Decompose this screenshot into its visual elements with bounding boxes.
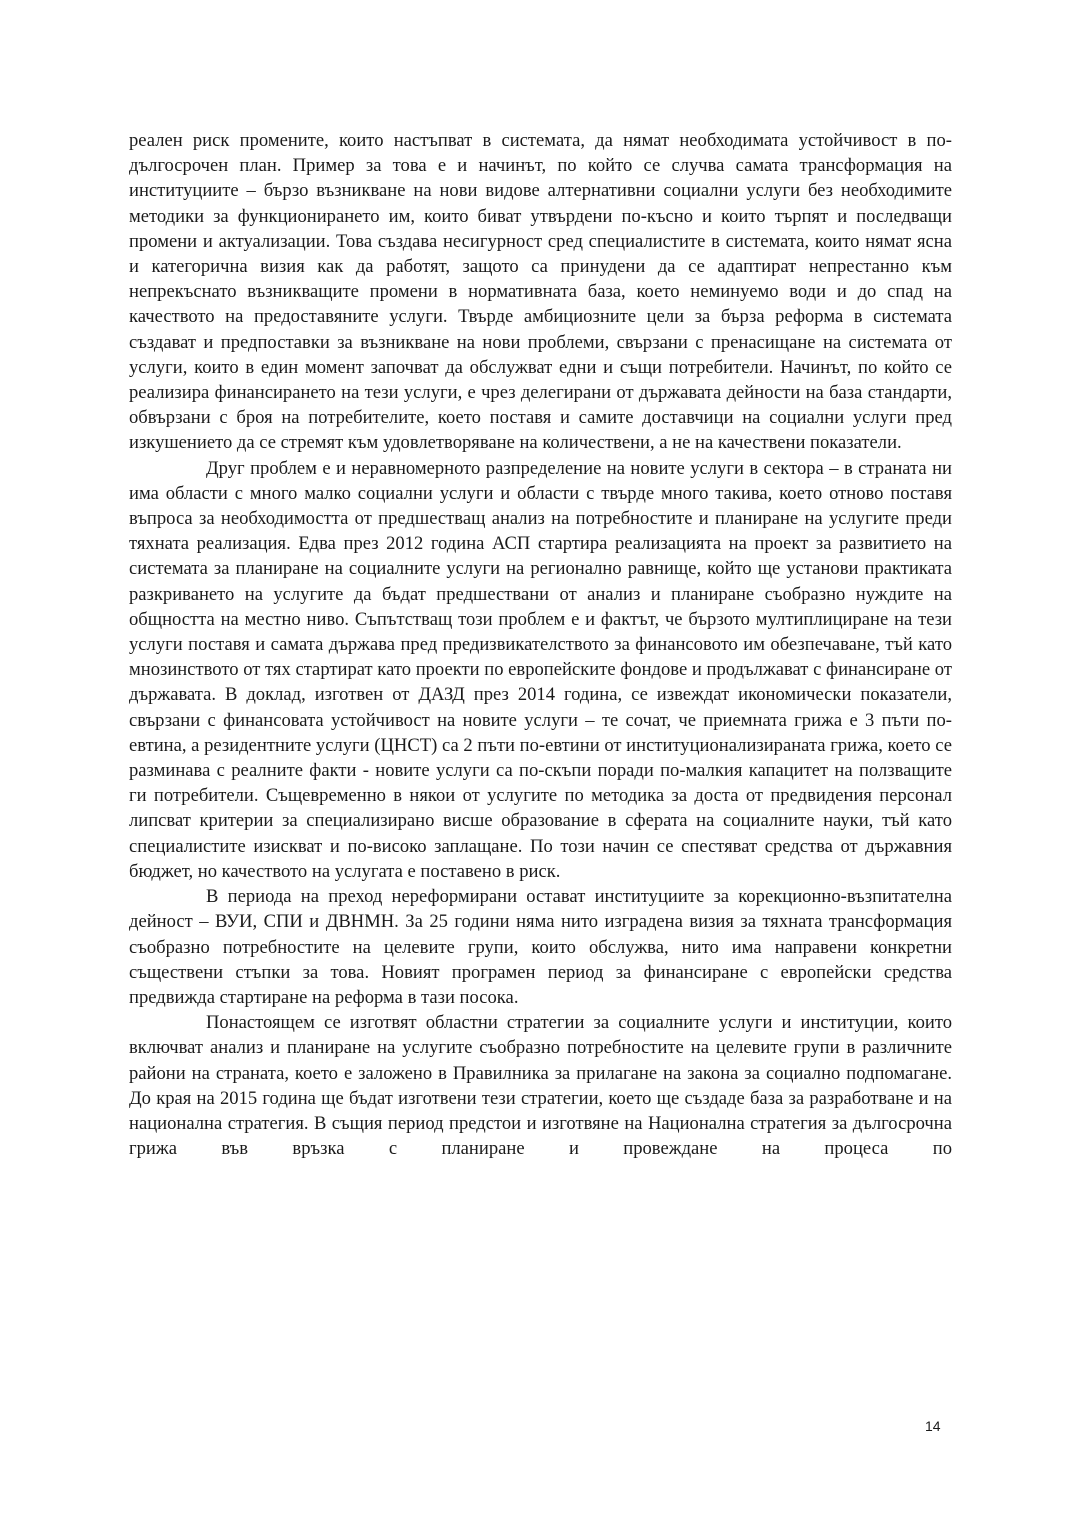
paragraph-1: реален риск промените, които настъпват в системата, да нямат необходимата устойчивост в по-дългосрочен план. Пример за това е и начинът, по който се случва самата трансформация на институциите – бързо възникване на нови видове алтернативни социални услуги без необходимите методики за функционирането им, които биват утвърдени по-късно и които търпят и последващи промени и актуализации. Това създава несигурност сред специалистите в системата, които нямат ясна и категорична визия как да работят, защото са принудени да се адаптират непрестанно към непрекъснато възникващите промени в нормативната база, което неминуемо води и до спад на качеството на предоставяните услуги. Твърде амбициозните цели за бърза реформа в системата създават и предпоставки за възникване на нови проблеми, свързани с пренасищане на системата от услуги, които в един момент започват да обслужват едни и същи потребители. Начинът, по който се реализира финансирането на тези услуги, е чрез делегирани от държавата дейности на база стандарти, обвързани с броя на потребителите, което поставя и самите доставчици на социални услуги пред изкушението да се стремят към удовлетворяване на количествени, а не на качествени показатели. xyxy=(129,130,952,454)
paragraph-4: Понастоящем се изготвят областни стратегии за социалните услуги и институции, които включват анализ и планиране на услугите съобразно потребностите на целевите групи в различните райони на страната, което е заложено в Правилника за прилагане на закона за социално подпомагане. До края на 2015 година ще бъдат изготвени тези стратегии, което ще създаде база за разработване и на национална стратегия. В същия период предстои и изготвяне на Национална стратегия за дългосрочна грижа във връзка с планиране и провеждане на процеса по xyxy=(129,1012,952,1160)
body-text xyxy=(129,128,952,1161)
paragraph-2: Друг проблем е и неравномерното разпределение на новите услуги в сектора – в страната ни има области с много малко социални услуги и области с твърде много такива, което отново поставя въпроса за необходимостта от предшестващ анализ на потребностите и планиране на услугите преди тяхната реализация. Едва през 2012 година АСП стартира реализацията на проект за развитието на системата за планиране на социалните услуги на регионално равнище, който ще установи практиката разкриването на услугите да бъдат предшествани от анализ и планиране съобразно нуждите на общността на местно ниво. Съпътстващ този проблем е и фактът, че бързото мултиплициране на тези услуги поставя и самата държава пред предизвикателството за финансовото им обезпечаване, тъй като мнозинството от тях стартират като проекти по европейските фондове и продължават с финансиране от държавата. В доклад, изготвен от ДАЗД през 2014 година, се извеждат икономически показатели, свързани с финансовата устойчивост на новите услуги – те сочат, че приемната грижа е 3 пъти по-евтина, а резидентните услуги (ЦНСТ) са 2 пъти по-евтини от институционализираната грижа, което се разминава с реалните факти - новите услуги са по-скъпи поради по-малкия капацитет на ползващите ги потребители. Същевременно в някои от услугите по методика за доста от предвидения персонал липсват критерии за специализирано висше образование в сферата на социалните науки, тъй като специалистите изискват и по-високо заплащане. По този начин се спестяват средства от държавния бюджет, но качеството на услугата е поставено в риск. xyxy=(129,457,952,882)
paragraph-3: В периода на преход нереформирани остават институциите за корекционно-възпитателна дейност – ВУИ, СПИ и ДВНМН. За 25 години няма нито изградена визия за тяхната трансформация съобразно потребностите на целевите групи, които обслужва, нито има направени конкретни съществени стъпки за това. Новият програмен период за финансиране с европейски средства предвижда стартиране на реформа в тази посока. xyxy=(129,886,952,1008)
page-number: 14 xyxy=(925,1418,941,1434)
